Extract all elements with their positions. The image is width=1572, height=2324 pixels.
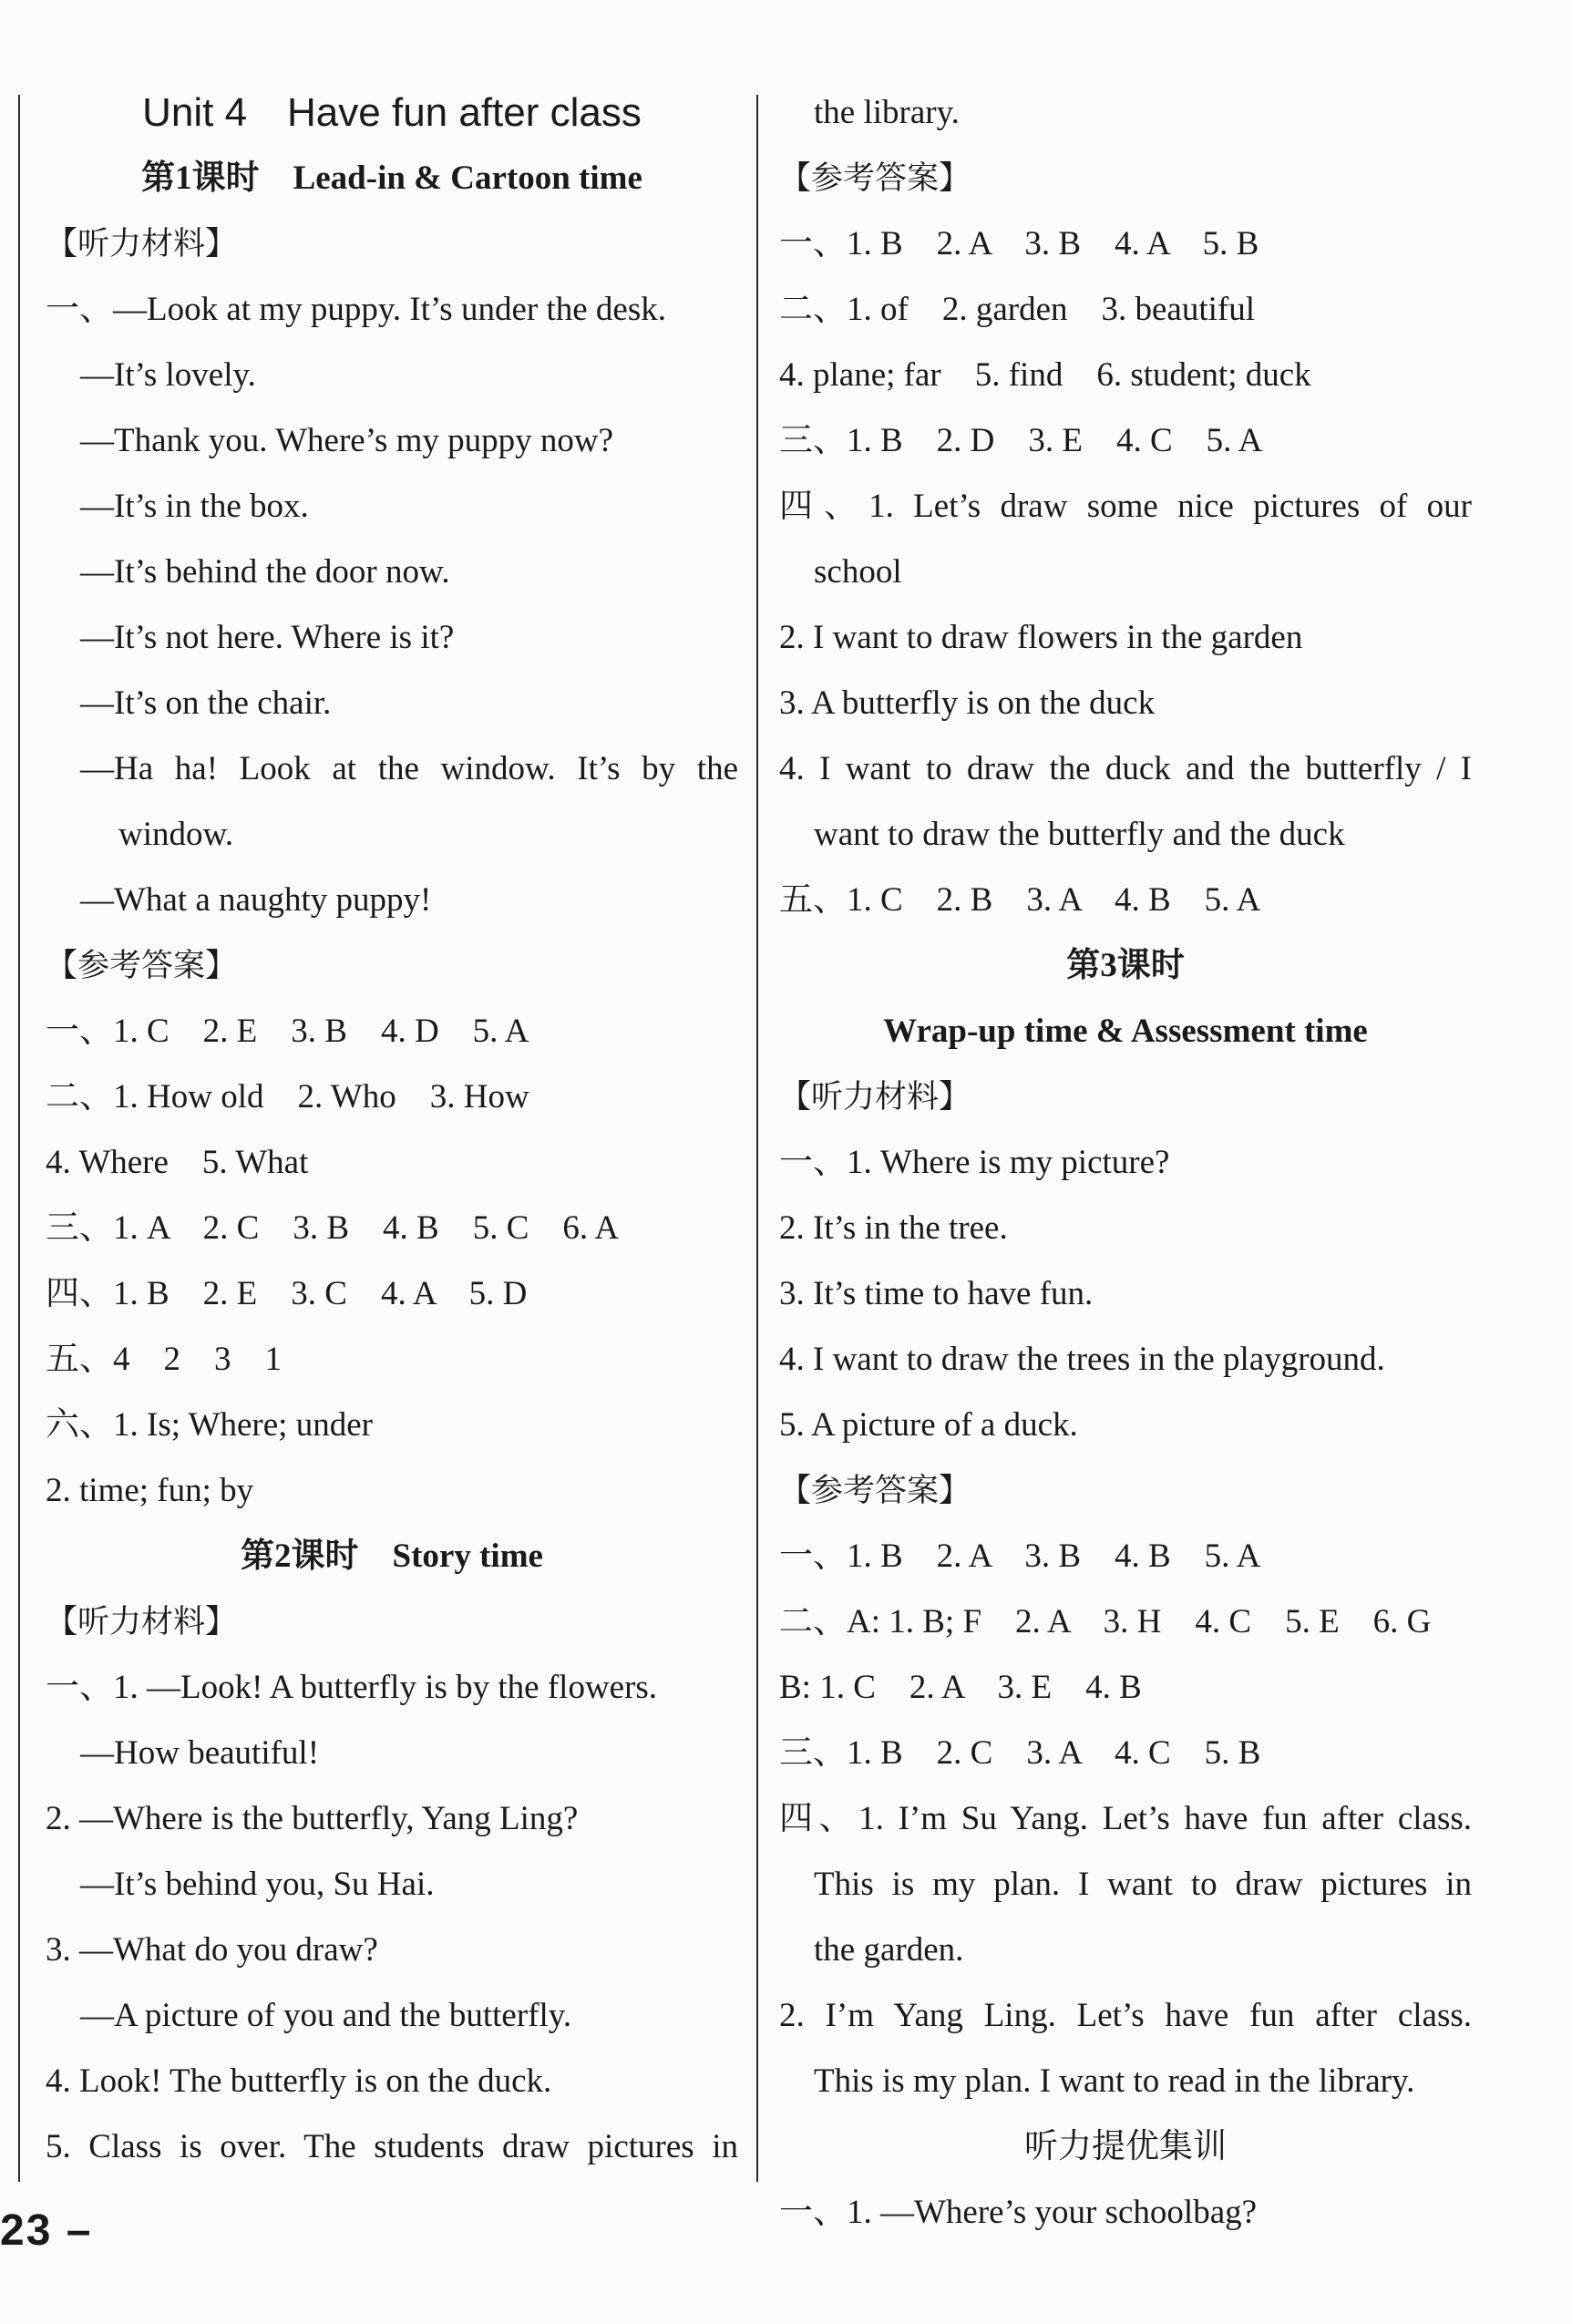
answer-line: 2. time; fun; by: [46, 1472, 254, 1509]
answer-line: 三、1. A 2. C 3. B 4. B 5. C 6. A: [46, 1209, 620, 1247]
text-line: 2. —Where is the butterfly, Yang Ling?: [46, 1800, 579, 1837]
text-line: —What a naughty puppy!: [80, 881, 432, 919]
answer-line: 4. plane; far 5. find 6. student; duck: [779, 356, 1311, 394]
right-column: [779, 80, 1472, 2246]
text-line: —How beautiful!: [80, 1734, 320, 1772]
text-line: —It’s in the box.: [80, 488, 309, 525]
listening-practice-heading: 听力提优集训: [1024, 2128, 1227, 2165]
text-line: 2. It’s in the tree.: [779, 1209, 1008, 1247]
lesson-3-heading: 第3课时: [1066, 947, 1185, 984]
text-line: —It’s on the chair.: [80, 684, 332, 722]
answer-line: 四、1. B 2. E 3. C 4. A 5. D: [46, 1275, 528, 1312]
text-line: the library.: [814, 94, 960, 131]
page-number: 23 –: [0, 2206, 93, 2255]
text-line: 5. Class is over. The students draw pictures in: [46, 2128, 738, 2165]
section-answer-key: 【参考答案】: [779, 1473, 971, 1509]
column-rule-left: [18, 95, 20, 2182]
answer-line: 三、1. B 2. C 3. A 4. C 5. B: [779, 1734, 1261, 1772]
answer-line: 4. I want to draw the duck and the butterfly / I: [779, 750, 1472, 787]
answer-line: This is my plan. I want to read in the library.: [814, 2062, 1415, 2100]
answer-line: 2. I want to draw flowers in the garden: [779, 619, 1303, 656]
answer-line: 一、1. B 2. A 3. B 4. B 5. A: [779, 1537, 1261, 1575]
text-line: 一、1. —Look! A butterfly is by the flowers.: [46, 1669, 658, 1706]
text-line: 一、1. Where is my picture?: [779, 1144, 1170, 1181]
section-listening-material: 【听力材料】: [46, 1604, 238, 1640]
answer-line: 五、4 2 3 1: [46, 1341, 282, 1378]
column-rule-middle: [756, 95, 758, 2182]
text-line: 4. I want to draw the trees in the playground.: [779, 1341, 1385, 1378]
answer-line: the garden.: [814, 1931, 964, 1969]
section-listening-material: 【听力材料】: [779, 1079, 971, 1116]
answer-line: 3. A butterfly is on the duck: [779, 684, 1156, 722]
text-line: —Ha ha! Look at the window. It’s by the: [80, 750, 738, 787]
lesson-1-heading: 第1课时 Lead-in & Cartoon time: [141, 159, 642, 197]
answer-line: 二、1. How old 2. Who 3. How: [46, 1078, 529, 1116]
text-line: —A picture of you and the butterfly.: [80, 1997, 572, 2034]
answer-line: 二、A: 1. B; F 2. A 3. H 4. C 5. E 6. G: [779, 1603, 1432, 1640]
text-line: —It’s behind the door now.: [80, 553, 450, 591]
answer-line: 三、1. B 2. D 3. E 4. C 5. A: [779, 422, 1263, 459]
answer-line: want to draw the butterfly and the duck: [814, 816, 1345, 853]
answer-line: school: [814, 553, 902, 591]
text-line: —Thank you. Where’s my puppy now?: [80, 422, 614, 459]
answer-line: 四、1. I’m Su Yang. Let’s have fun after class.: [779, 1800, 1472, 1837]
lesson-2-heading: 第2课时 Story time: [241, 1537, 543, 1575]
answer-line: 4. Where 5. What: [46, 1144, 309, 1181]
section-listening-material: 【听力材料】: [46, 226, 238, 262]
text-line: 3. It’s time to have fun.: [779, 1275, 1094, 1312]
answer-line: 2. I’m Yang Ling. Let’s have fun after class.: [779, 1997, 1472, 2034]
text-line: 3. —What do you draw?: [46, 1931, 378, 1969]
answer-line: 五、1. C 2. B 3. A 4. B 5. A: [779, 881, 1261, 919]
lesson-3-subheading: Wrap-up time & Assessment time: [883, 1013, 1368, 1050]
answer-line: 四、1. Let’s draw some nice pictures of our: [779, 488, 1472, 525]
text-line: 4. Look! The butterfly is on the duck.: [46, 2062, 552, 2100]
text-line: 一、—Look at my puppy. It’s under the desk.: [46, 291, 666, 328]
left-column: [46, 80, 738, 2180]
text-line: window.: [118, 816, 234, 853]
text-line: 5. A picture of a duck.: [779, 1406, 1078, 1444]
answer-line: 一、1. B 2. A 3. B 4. A 5. B: [779, 225, 1259, 262]
section-answer-key: 【参考答案】: [779, 160, 971, 197]
text-line: —It’s not here. Where is it?: [80, 619, 455, 656]
answer-line: This is my plan. I want to draw pictures in: [814, 1866, 1472, 1903]
unit-title: Unit 4 Have fun after class: [142, 90, 642, 135]
answer-line: 二、1. of 2. garden 3. beautiful: [779, 291, 1255, 328]
answer-line: B: 1. C 2. A 3. E 4. B: [779, 1669, 1142, 1706]
answer-line: 六、1. Is; Where; under: [46, 1406, 373, 1444]
text-line: 一、1. —Where’s your schoolbag?: [779, 2194, 1258, 2231]
section-answer-key: 【参考答案】: [46, 948, 238, 984]
answer-line: 一、1. C 2. E 3. B 4. D 5. A: [46, 1013, 529, 1050]
text-line: —It’s behind you, Su Hai.: [80, 1866, 435, 1903]
text-line: —It’s lovely.: [80, 356, 256, 394]
